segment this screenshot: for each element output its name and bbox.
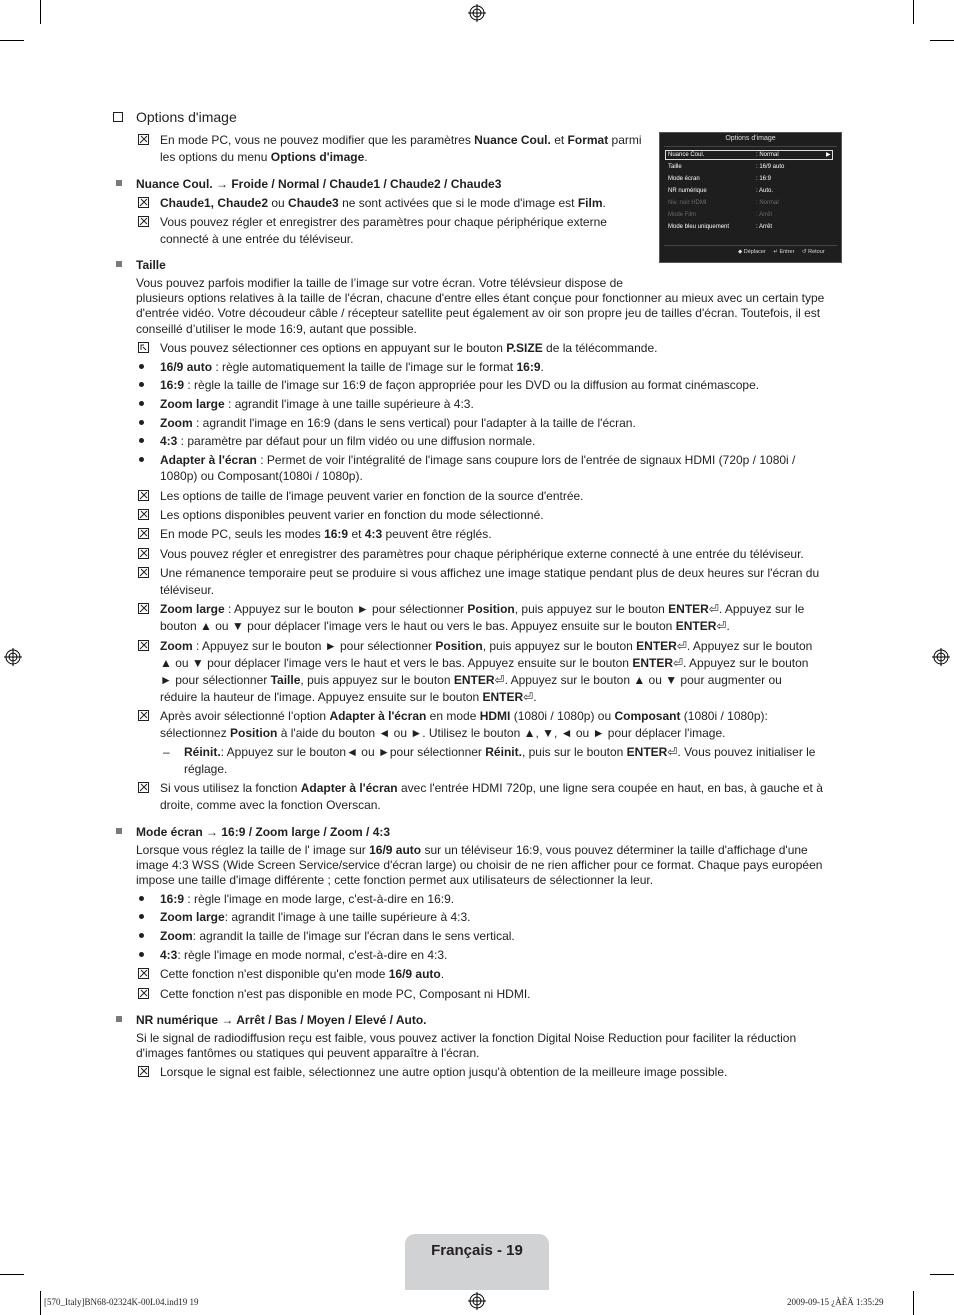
taille-para-line: conseillé d’utiliser le mode 16:9, autant que possible.: [136, 322, 417, 336]
note-icon: [138, 603, 149, 614]
mode-ecran-para: Lorsque vous réglez la taille de l' image sur 16/9 auto sur un téléviseur 16:9, vous pouvez déterminer la taille d'affichage d'une: [136, 843, 808, 857]
crop-mark: [0, 1274, 24, 1275]
hdmi-note-line1: Après avoir sélectionné l’option Adapter à l'écran en mode HDMI (1080i / 1080p) ou Composant (1080i / 1080p):: [160, 709, 768, 723]
mode-ecran-note: Cette fonction n'est pas disponible en mode PC, Composant ni HDMI.: [160, 987, 531, 1001]
pc-note-line2: les options du menu Options d'image.: [160, 150, 368, 164]
date-info: 2009-09-15 ¿ÀÈÄ 1:35:29: [787, 1297, 884, 1307]
mode-ecran-note: Cette fonction n'est disponible qu'en mode 16/9 auto.: [160, 967, 445, 981]
crop-mark: [40, 1291, 41, 1315]
taille-option: 4:3 : paramètre par défaut pour un film vidéo ou une diffusion normale.: [160, 434, 536, 448]
reinit-line2: réglage.: [184, 762, 228, 776]
osd-row-disabled: Niv. noir HDMI : Normal: [668, 200, 779, 206]
taille-note: Une rémanence temporaire peut se produire si vous affichez une image statique pendant plus de deux heures sur l'écran du: [160, 566, 820, 580]
enter-icon: ↵: [773, 249, 778, 255]
note-icon: [138, 509, 149, 520]
note-icon: [138, 548, 149, 559]
crop-mark: [913, 0, 914, 24]
taille-para-line: d'entrée vidéo. Votre découdeur câble / récepteur satellite peut également av oir son propre jeu de tailles d'écran. Toutefois, il est: [136, 306, 821, 320]
taille-option: Zoom large : agrandit l'image à une taille supérieure à 4:3.: [160, 397, 474, 411]
note-icon: [138, 134, 149, 145]
enter-key-icon: ⏎: [672, 656, 684, 670]
return-icon: ↺: [801, 249, 807, 255]
taille-heading: Taille: [136, 258, 166, 272]
nr-para: d'images fantômes ou statiques qui peuvent apparaître à l'écran.: [136, 1046, 480, 1060]
taille-note: Vous pouvez régler et enregistrer des paramètres pour chaque périphérique externe connecté à une entrée du téléviseur.: [160, 547, 804, 561]
note-icon: [138, 216, 149, 227]
osd-row[interactable]: Mode bleu uniquement : Arrêt: [668, 224, 773, 230]
zoom-large-note-line2: bouton ▲ ou ▼ pour déplacer l'image vers le haut ou vers le bas. Appuyez ensuite sur le bouton ENTER⏎.: [160, 619, 730, 633]
crop-mark: [0, 40, 24, 41]
taille-option: 16/9 auto : règle automatiquement la taille de l'image sur le format 16:9.: [160, 360, 544, 374]
mode-ecran-option: Zoom large: agrandit l'image à une taille supérieure à 4:3.: [160, 910, 471, 924]
taille-note: Les options disponibles peuvent varier en fonction du mode sélectionné.: [160, 508, 544, 522]
page-number-label: Français - 19: [431, 1242, 523, 1259]
file-info: [570_Italy]BN68-02324K-00L04.ind19 19: [44, 1297, 199, 1307]
nuance-note1: Chaude1, Chaude2 ou Chaude3 ne sont activées que si le mode d'image est Film.: [160, 196, 606, 210]
mode-ecran-option: Zoom: agrandit la taille de l'image sur l'écran dans le sens vertical.: [160, 929, 515, 943]
note-icon: [138, 1066, 149, 1077]
bullet-icon: [139, 952, 144, 957]
taille-note: En mode PC, seuls les modes 16:9 et 4:3 peuvent être réglés.: [160, 527, 492, 541]
taille-option: Zoom : agrandit l'image en 16:9 (dans le sens vertical) pour l'adapter à la taille de l'écran.: [160, 416, 636, 430]
nuance-note2-line2: connecté à une entrée du téléviseur.: [160, 232, 354, 246]
taille-para-line: plusieurs options relatives à la taille de l'écran, chacune d'entre elles étant conçue pour fonctionner au mieux avec un certain type: [136, 291, 825, 305]
bullet-icon: [139, 420, 144, 425]
osd-row[interactable]: NR numérique : Auto.: [668, 188, 774, 194]
taille-option-cont: 1080p) ou Composant(1080i / 1080p).: [160, 469, 363, 483]
note-icon: [138, 710, 149, 721]
taille-para-line: Vous pouvez parfois modifier la taille de l’image sur votre écran. Votre télévsieur dispose de: [136, 276, 623, 290]
enter-key-icon: ⏎: [494, 673, 505, 687]
enter-key-icon: ⏎: [523, 690, 534, 704]
mode-ecran-para: impose une taille d'image différente ; cette fonction permet aux utilisateurs de sélectionner la leur.: [136, 873, 654, 887]
dash-bullet: –: [163, 745, 170, 759]
remote-button-icon: [138, 342, 149, 353]
square-bullet-icon: [116, 1016, 122, 1022]
taille-option: Adapter à l'écran : Permet de voir l'intégralité de l'image sans coupure lors de l'entrée de signaux HDMI (720p / 1080i /: [160, 453, 796, 467]
osd-menu-panel: [659, 132, 842, 263]
osd-row[interactable]: Taille : 16/9 auto: [668, 164, 785, 170]
osd-footer-divider: [664, 245, 837, 246]
zoom-note-line4: réduire la hauteur de l'image. Appuyez ensuite sur le bouton ENTER⏎.: [160, 690, 537, 704]
crop-mark: [913, 1291, 914, 1315]
arrow-right-icon: ▶: [826, 152, 831, 158]
osd-row[interactable]: Nuance Coul. : Normal ▶: [668, 152, 831, 158]
zoom-note-line2: ▲ ou ▼ pour déplacer l'image vers le haut et vers le bas. Appuyez ensuite sur le bouton ENTER⏎. Appuyez sur le bouton: [160, 656, 809, 670]
osd-row-disabled: Mode Film : Arrêt: [668, 212, 773, 218]
osd-row[interactable]: Mode écran : 16:9: [668, 176, 772, 182]
crop-mark: [40, 0, 41, 24]
enter-key-icon: ⏎: [676, 639, 687, 653]
mode-ecran-option: 16:9 : règle l'image en mode large, c'est-à-dire en 16:9.: [160, 892, 455, 906]
bullet-icon: [139, 914, 144, 919]
osd-nav-bar: ◆ Déplacer ↵ Entrer ↺ Retour: [738, 249, 825, 255]
bullet-icon: [139, 364, 144, 369]
zoom-note-line1: Zoom : Appuyez sur le bouton ► pour sélectionner Position, puis appuyez sur le bouton ENTER⏎. Appuyez sur le bouton: [160, 639, 813, 653]
note-icon: [138, 567, 149, 578]
nr-para: Si le signal de radiodiffusion reçu est faible, vous pouvez activer la fonction Digital Noise Reduction pour faciliter la réduction: [136, 1031, 797, 1045]
square-bullet-icon: [116, 828, 122, 834]
osd-title-divider: [664, 146, 837, 147]
mode-ecran-para: image 4:3 WSS (Wide Screen Service/service d'écran large) ou choisir de ne rien afficher pour ce format. Chaque pays européen: [136, 858, 823, 872]
enter-key-icon: ⏎: [716, 619, 727, 633]
hdmi-note-line2: sélectionnez Position à l'aide du bouton ◄ ou ►. Utilisez le bouton ▲, ▼, ◄ ou ► pour déplacer l'image.: [160, 726, 726, 740]
osd-title: Options d'image: [725, 135, 776, 142]
taille-note-cont: téléviseur.: [160, 583, 215, 597]
note-icon: [138, 197, 149, 208]
nr-note: Lorsque le signal est faible, sélectionnez une autre option jusqu'à obtention de la meilleure image possible.: [160, 1065, 728, 1079]
bullet-icon: [139, 382, 144, 387]
bullet-icon: [139, 457, 144, 462]
section-title: Options d'image: [136, 109, 237, 125]
registration-mark-icon: [468, 4, 486, 22]
registration-mark-icon: [468, 1292, 486, 1310]
zoom-note-line3: ► pour sélectionner Taille, puis appuyez sur le bouton ENTER⏎. Appuyez sur le bouton ▲ ou ▼ pour augmenter ou: [160, 673, 782, 687]
checkbox-square-icon: [113, 112, 123, 122]
note-icon: [138, 988, 149, 999]
bullet-icon: [139, 896, 144, 901]
note-icon: [138, 968, 149, 979]
bullet-icon: [139, 933, 144, 938]
registration-mark-icon: [4, 648, 22, 666]
zoom-large-note-line1: Zoom large : Appuyez sur le bouton ► pour sélectionner Position, puis appuyez sur le bouton ENTER⏎. Appuyez sur le: [160, 602, 805, 616]
square-bullet-icon: [116, 180, 122, 186]
reinit-line1: Réinit.: Appuyez sur le bouton◄ ou ►pour sélectionner Réinit., puis sur le bouton ENTER⏎. Vous pouvez initialiser le: [184, 745, 816, 759]
note-icon: [138, 528, 149, 539]
nuance-heading: Nuance Coul. → Froide / Normal / Chaude1 / Chaude2 / Chaude3: [136, 177, 502, 191]
mode-ecran-option: 4:3: règle l'image en mode normal, c'est-à-dire en 4:3.: [160, 948, 448, 962]
move-arrows-icon: ◆: [738, 249, 743, 255]
note-icon: [138, 490, 149, 501]
psize-note: Vous pouvez sélectionner ces options en appuyant sur le bouton P.SIZE de la télécommande.: [160, 341, 658, 355]
nr-heading: NR numérique → Arrêt / Bas / Moyen / Elevé / Auto.: [136, 1013, 427, 1027]
square-bullet-icon: [116, 261, 122, 267]
note-icon: [138, 640, 149, 651]
taille-note: Les options de taille de l'image peuvent varier en fonction de la source d'entrée.: [160, 489, 584, 503]
bullet-icon: [139, 401, 144, 406]
overscan-note-line2: droite, comme avec la fonction Overscan.: [160, 798, 381, 812]
bullet-icon: [139, 438, 144, 443]
nuance-note2-line1: Vous pouvez régler et enregistrer des paramètres pour chaque périphérique externe: [160, 215, 607, 229]
overscan-note-line1: Si vous utilisez la fonction Adapter à l'écran avec l'entrée HDMI 720p, une ligne sera coupée en haut, en bas, à gauche et à: [160, 781, 823, 795]
note-icon: [138, 782, 149, 793]
taille-option: 16:9 : règle la taille de l'image sur 16:9 de façon appropriée pour les DVD ou la diffusion au format cinémascope.: [160, 378, 760, 392]
pc-note-line1: En mode PC, vous ne pouvez modifier que les paramètres Nuance Coul. et Format parmi: [160, 133, 642, 147]
enter-key-icon: ⏎: [708, 602, 719, 616]
registration-mark-icon: [932, 648, 950, 666]
mode-ecran-heading: Mode écran → 16:9 / Zoom large / Zoom / 4:3: [136, 825, 391, 839]
crop-mark: [930, 1274, 954, 1275]
crop-mark: [930, 40, 954, 41]
enter-key-icon: ⏎: [667, 745, 678, 759]
